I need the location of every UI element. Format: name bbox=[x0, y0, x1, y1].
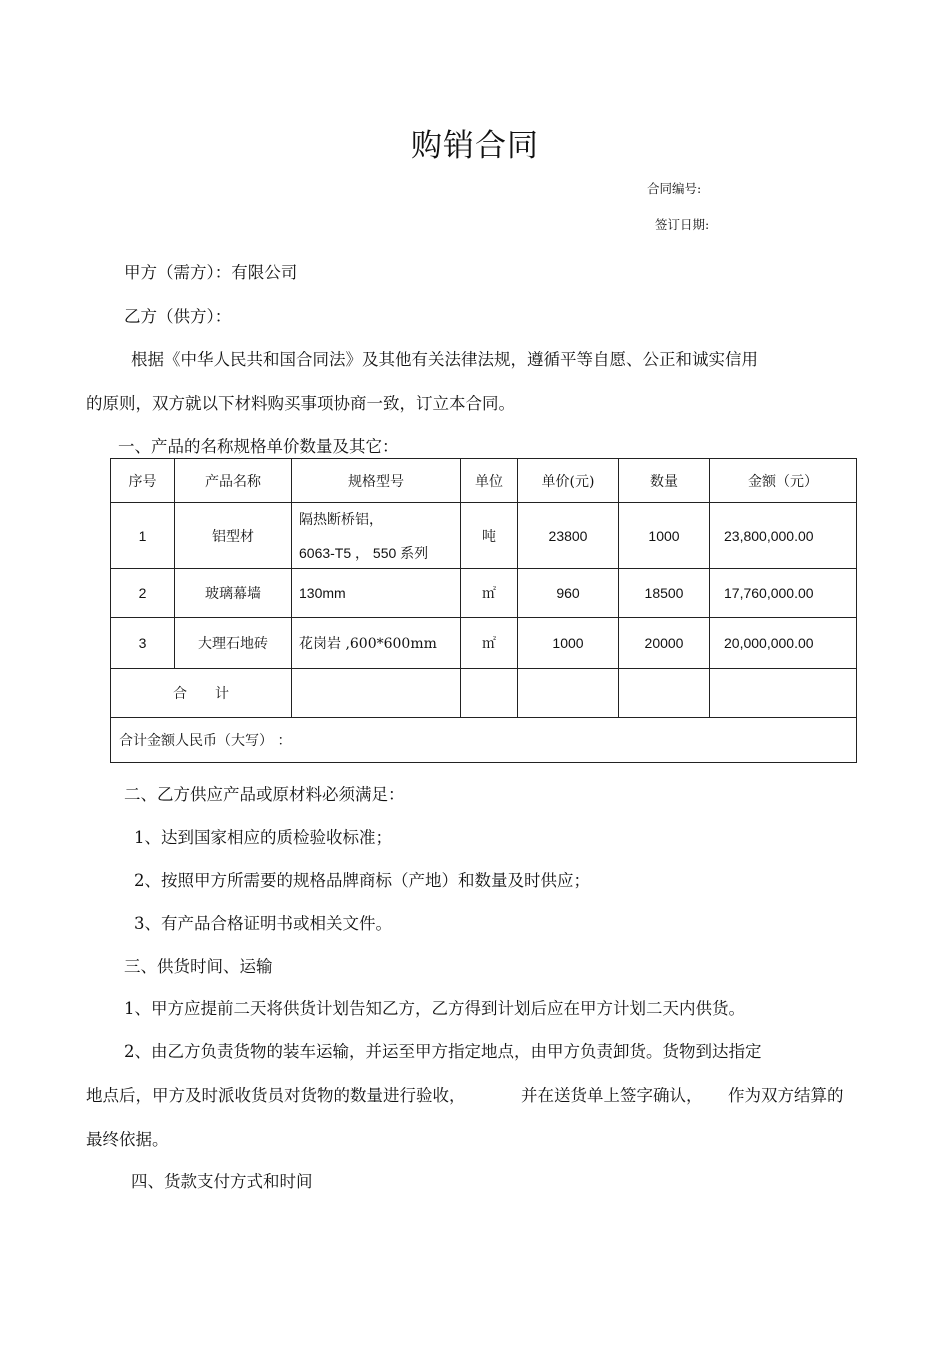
party-b: 乙方（供方）： bbox=[124, 307, 232, 326]
section-1-heading: 一、产品的名称规格单价数量及其它： bbox=[118, 437, 399, 456]
section-3-item-2-line-2b: 并在送货单上签字确认， bbox=[521, 1086, 703, 1105]
row-unit: ㎡ bbox=[461, 618, 518, 669]
section-2-heading: 二、乙方供应产品或原材料必须满足： bbox=[124, 785, 405, 804]
row-spec: 130mm bbox=[292, 569, 461, 618]
section-4-heading: 四、货款支付方式和时间 bbox=[131, 1172, 313, 1191]
header-unit: 单位 bbox=[461, 459, 518, 503]
row-no: 1 bbox=[111, 503, 175, 569]
header-name: 产品名称 bbox=[175, 459, 292, 503]
total-row bbox=[111, 669, 857, 718]
row-price: 23800 bbox=[518, 503, 619, 569]
row-amount: 20,000,000.00 bbox=[710, 618, 857, 669]
row-no: 2 bbox=[111, 569, 175, 618]
row-amount: 17,760,000.00 bbox=[710, 569, 857, 618]
total-label-b: 计 bbox=[215, 686, 229, 702]
row-spec bbox=[292, 503, 461, 569]
section-3-item-2-line-1: 2、由乙方负责货物的装车运输，并运至甲方指定地点，由甲方负责卸货。货物到达指定 bbox=[124, 1042, 762, 1061]
header-price: 单价(元) bbox=[518, 459, 619, 503]
total-label bbox=[111, 669, 292, 718]
header-qty: 数量 bbox=[619, 459, 710, 503]
table-header-row bbox=[111, 459, 857, 503]
section-3-item-2-line-2c: 作为双方结算的 bbox=[728, 1086, 844, 1105]
header-amount: 金额（元） bbox=[710, 459, 857, 503]
section-2-item-2: 2、按照甲方所需要的规格品牌商标（产地）和数量及时供应； bbox=[134, 871, 590, 890]
party-a: 甲方（需方）：有限公司 bbox=[124, 263, 298, 282]
row-name: 大理石地砖 bbox=[175, 618, 292, 669]
total-amount-empty bbox=[710, 669, 857, 718]
total-price-empty bbox=[518, 669, 619, 718]
row-qty: 18500 bbox=[619, 569, 710, 618]
sign-date-label: 签订日期: bbox=[655, 217, 710, 232]
section-2-item-3: 3、有产品合格证明书或相关文件。 bbox=[134, 914, 392, 933]
row-qty: 1000 bbox=[619, 503, 710, 569]
row-name: 铝型材 bbox=[175, 503, 292, 569]
row-spec-line-2: 6063-T5 ， 550 系列 bbox=[299, 544, 429, 561]
table-row bbox=[111, 569, 857, 618]
section-3-heading: 三、供货时间、运输 bbox=[124, 957, 273, 976]
uppercase-total-label: 合计金额人民币（大写） ： bbox=[111, 718, 857, 763]
uppercase-total-row bbox=[111, 718, 857, 763]
row-amount: 23,800,000.00 bbox=[710, 503, 857, 569]
total-qty-empty bbox=[619, 669, 710, 718]
section-2-item-1: 1、达到国家相应的质检验收标准； bbox=[134, 828, 392, 847]
intro-line-1: 根据《中华人民共和国合同法》及其他有关法律法规，遵循平等自愿、公正和诚实信用 bbox=[131, 350, 758, 369]
product-table bbox=[110, 458, 857, 763]
row-price: 960 bbox=[518, 569, 619, 618]
table-row bbox=[111, 503, 857, 569]
row-spec: 花岗岩 ,600*600mm bbox=[292, 618, 461, 669]
table-row bbox=[111, 618, 857, 669]
row-no: 3 bbox=[111, 618, 175, 669]
intro-line-2: 的原则，双方就以下材料购买事项协商一致，订立本合同。 bbox=[86, 394, 515, 413]
header-no: 序号 bbox=[111, 459, 175, 503]
contract-number-label: 合同编号: bbox=[647, 181, 702, 196]
section-3-item-2-line-2a: 地点后，甲方及时派收货员对货物的数量进行验收， bbox=[86, 1086, 466, 1105]
row-unit: ㎡ bbox=[461, 569, 518, 618]
section-3-item-1: 1、甲方应提前二天将供货计划告知乙方，乙方得到计划后应在甲方计划二天内供货。 bbox=[124, 999, 745, 1018]
row-unit: 吨 bbox=[461, 503, 518, 569]
section-3-item-2-line-3: 最终依据。 bbox=[86, 1130, 169, 1149]
total-spec-empty bbox=[292, 669, 461, 718]
document-title: 购销合同 bbox=[411, 128, 539, 164]
row-qty: 20000 bbox=[619, 618, 710, 669]
row-spec-line-1: 隔热断桥铝， bbox=[299, 511, 383, 528]
row-price: 1000 bbox=[518, 618, 619, 669]
total-unit-empty bbox=[461, 669, 518, 718]
total-label-a: 合 bbox=[173, 686, 187, 702]
header-spec: 规格型号 bbox=[292, 459, 461, 503]
row-name: 玻璃幕墙 bbox=[175, 569, 292, 618]
